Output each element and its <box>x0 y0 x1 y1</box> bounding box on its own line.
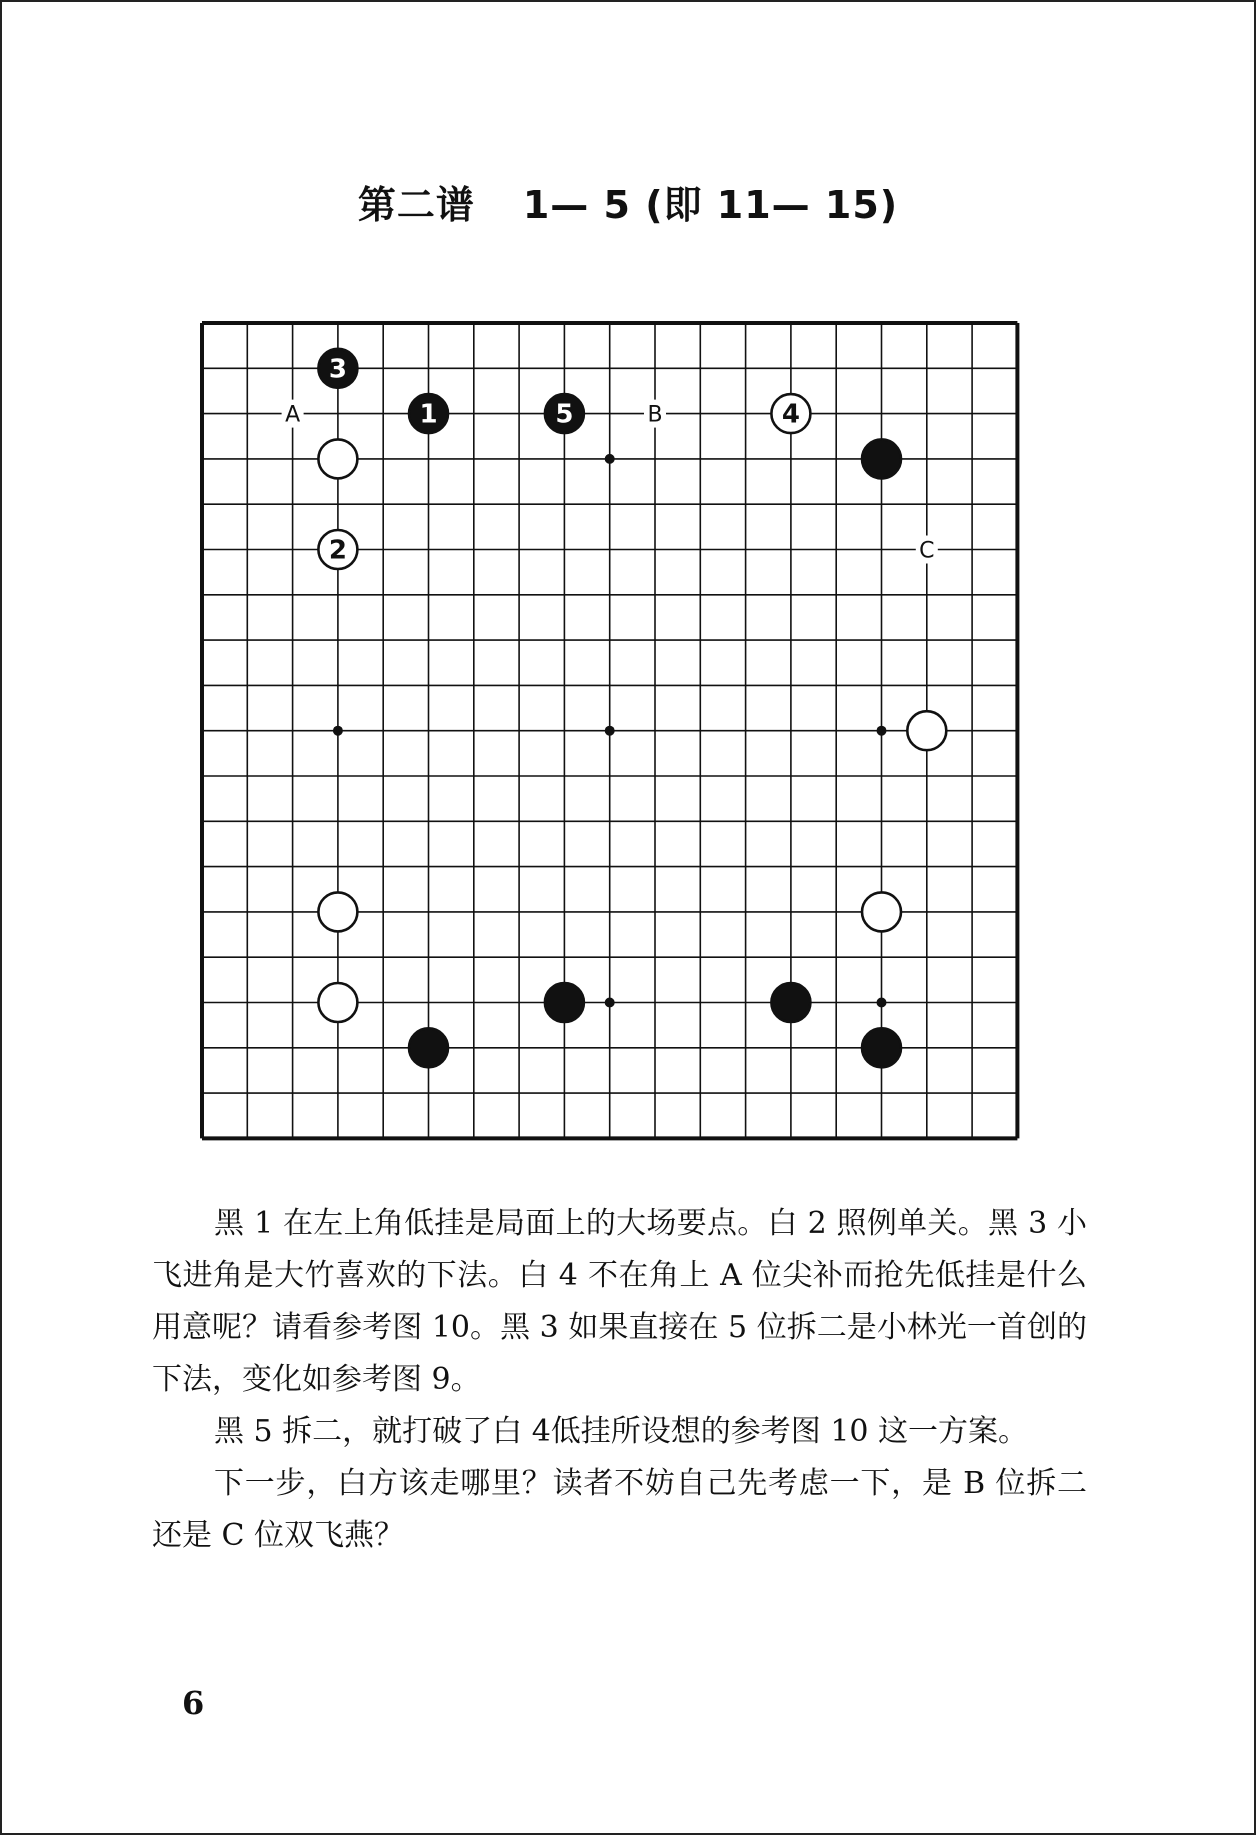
stone-move-number: 1 <box>419 399 438 430</box>
diagram-moves: 1— 5 (即 11— 15) <box>522 183 899 227</box>
white-stone <box>318 892 357 931</box>
paragraph-3: 下一步，白方该走哪里？读者不妨自己先考虑一下，是 B 位拆二还是 C 位双飞燕？ <box>152 1466 1087 1553</box>
black-stone <box>862 1028 901 1067</box>
paragraph-2: 黑 5 拆二，就打破了白 4低挂所设想的参考图 10 这一方案。 <box>214 1414 1029 1449</box>
stone-move-number: 3 <box>328 354 347 385</box>
page-number: 6 <box>182 1684 205 1722</box>
diagram-title <box>2 174 1254 229</box>
commentary-text <box>152 1198 1087 1562</box>
star-point <box>605 454 615 464</box>
go-board-diagram <box>198 319 1024 1157</box>
diagram-name: 第二谱 <box>357 183 475 227</box>
black-stone <box>771 983 810 1022</box>
star-point <box>877 726 887 736</box>
stone-move-number: 2 <box>328 535 347 566</box>
position-marker-a: A <box>285 402 301 428</box>
white-stone <box>318 439 357 478</box>
stone-move-number: 5 <box>555 399 574 430</box>
position-marker-c: C <box>919 538 935 564</box>
star-point <box>333 726 343 736</box>
star-point <box>605 998 615 1008</box>
paragraph-1: 黑 1 在左上角低挂是局面上的大场要点。白 2 照例单关。黑 3 小飞进角是大竹喜欢的下法。白 4 不在角上 A 位尖补而抢先低挂是什么用意呢？请看参考图 10。黑 3 如果直接在 5 位拆二是小林光一首创的下法，变化如参考图 9。 <box>152 1206 1087 1397</box>
black-stone <box>409 1028 448 1067</box>
position-marker-b: B <box>647 402 663 428</box>
star-point <box>877 998 887 1008</box>
black-stone <box>545 983 584 1022</box>
star-point <box>605 726 615 736</box>
white-stone <box>907 711 946 750</box>
white-stone <box>862 892 901 931</box>
stone-move-number: 4 <box>781 399 800 430</box>
black-stone <box>862 439 901 478</box>
white-stone <box>318 983 357 1022</box>
